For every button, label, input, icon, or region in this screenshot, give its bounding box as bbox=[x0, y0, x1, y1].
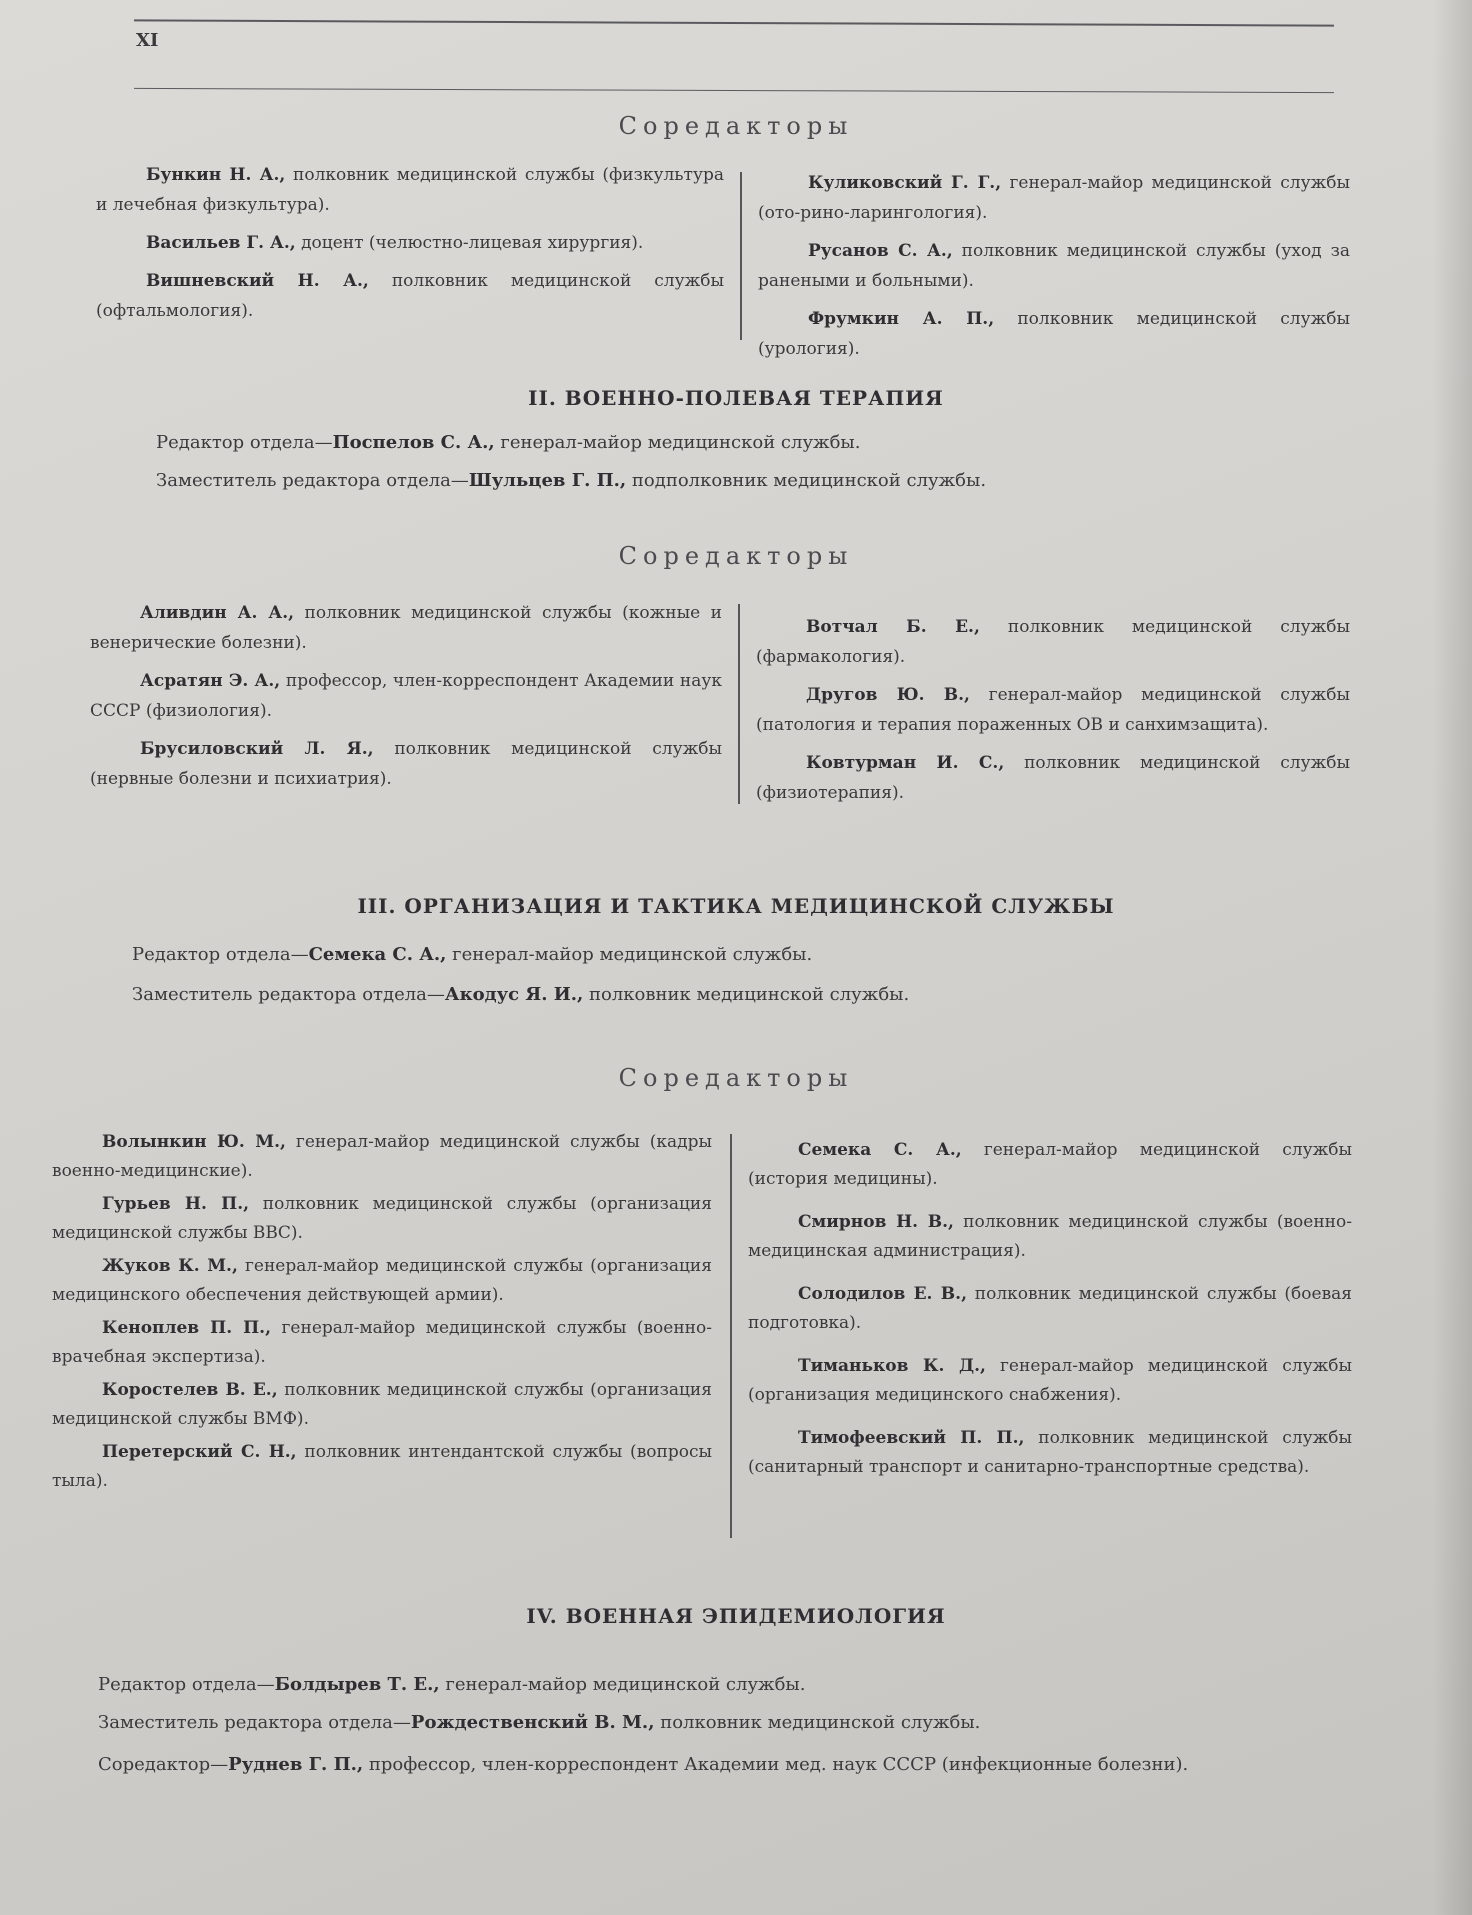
coeditor-entry bbox=[756, 680, 1350, 740]
coeditor-entry bbox=[748, 1352, 1352, 1410]
coeditor-entry bbox=[96, 228, 724, 258]
header-rule bbox=[134, 88, 1334, 93]
coeditor-entry bbox=[96, 160, 724, 220]
coeditor-name: Семека С. А., bbox=[798, 1140, 962, 1160]
coeditor-name: Кеноплев П. П., bbox=[102, 1318, 272, 1338]
coeditor-details: полковник медицинской службы (организация медицинской службы ВВС). bbox=[52, 1194, 712, 1243]
coeditor-entry bbox=[90, 666, 722, 726]
editor-name: Болдырев Т. Е., bbox=[274, 1674, 440, 1695]
coeditor-details: полковник медицинской службы (кожные и венерические болезни). bbox=[90, 603, 722, 653]
coeditor-name: Русанов С. А., bbox=[808, 241, 953, 261]
section-deputy-line: Заместитель редактора отдела—Шульцев Г. П., подполковник медицинской службы. bbox=[156, 470, 987, 491]
coeditor-entry bbox=[758, 168, 1350, 228]
coeditor-details: полковник медицинской службы (боевая подготовка). bbox=[748, 1284, 1352, 1333]
coeditors-left-column bbox=[90, 598, 722, 802]
coeditor-details: генерал-майор медицинской службы (патология и терапия пораженных ОВ и санхимзащита). bbox=[756, 685, 1350, 735]
page-folio: XI bbox=[136, 30, 159, 51]
coeditor-name: Бункин Н. А., bbox=[146, 165, 286, 185]
coeditor-name: Брусиловский Л. Я., bbox=[140, 739, 374, 759]
coeditor-name: Гурьев Н. П., bbox=[102, 1194, 250, 1214]
coeditor-name: Васильев Г. А., bbox=[146, 233, 296, 253]
coeditor-name: Вишневский Н. А., bbox=[146, 271, 369, 291]
coeditor-entry bbox=[52, 1190, 712, 1248]
coeditor-entry bbox=[748, 1424, 1352, 1482]
coeditors-heading: Соредакторы bbox=[618, 112, 854, 140]
coeditor-details: полковник медицинской службы (фармакология). bbox=[756, 617, 1351, 667]
coeditor-name: Смирнов Н. В., bbox=[798, 1212, 954, 1232]
coeditor-name: Тимофеевский П. П., bbox=[798, 1428, 1025, 1448]
coeditor-details: полковник медицинской службы (физиотерапия). bbox=[756, 753, 1350, 803]
section-title: IV. ВОЕННАЯ ЭПИДЕМИОЛОГИЯ bbox=[526, 1604, 946, 1628]
coeditor-entry bbox=[748, 1136, 1352, 1194]
section-editor-line: Редактор отдела—Поспелов С. А., генерал-майор медицинской службы. bbox=[156, 432, 861, 453]
coeditor-entry bbox=[748, 1280, 1352, 1338]
coeditor-details: полковник медицинской службы (уход за ранеными и больными). bbox=[758, 241, 1351, 291]
coeditor-details: полковник медицинской службы (урология). bbox=[758, 309, 1350, 359]
coeditors-heading: Соредакторы bbox=[618, 1064, 854, 1092]
coeditor-details: доцент (челюстно-лицевая хирургия). bbox=[295, 233, 644, 253]
coeditors-right-column bbox=[758, 168, 1350, 372]
coeditor-name: Фрумкин А. П., bbox=[808, 309, 995, 329]
coeditor-entry bbox=[748, 1208, 1352, 1266]
coeditor-details: генерал-майор медицинской службы (организация медицинского снабжения). bbox=[748, 1356, 1352, 1405]
coeditors-left-column bbox=[52, 1128, 712, 1500]
coeditor-details: генерал-майор медицинской службы (военно-врачебная экспертиза). bbox=[52, 1318, 712, 1367]
coeditor-name: Перетерский С. Н., bbox=[102, 1442, 297, 1462]
coeditor-name: Волынкин Ю. М., bbox=[102, 1132, 286, 1152]
coeditor-details: генерал-майор медицинской службы (кадры военно-медицинские). bbox=[52, 1132, 712, 1181]
coeditor-name: Вотчал Б. Е., bbox=[806, 617, 980, 637]
editor-name: Поспелов С. А., bbox=[332, 432, 495, 453]
coeditor-entry bbox=[756, 612, 1350, 672]
coeditor-entry bbox=[90, 598, 722, 658]
deputy-name: Рождественский В. М., bbox=[410, 1712, 655, 1733]
coeditor-name: Жуков К. М., bbox=[102, 1256, 238, 1276]
coeditor-name: Тиманьков К. Д., bbox=[798, 1356, 986, 1376]
section-deputy-line: Заместитель редактора отдела—Рождественский В. М., полковник медицинской службы. bbox=[98, 1712, 981, 1733]
coeditor-entry bbox=[758, 304, 1350, 364]
coeditor-name: Аливдин А. А., bbox=[140, 603, 295, 623]
section-title: III. ОРГАНИЗАЦИЯ И ТАКТИКА МЕДИЦИНСКОЙ СЛУЖБЫ bbox=[357, 894, 1115, 918]
coeditor-details: генерал-майор медицинской службы (организация медицинского обеспечения действующей армии). bbox=[52, 1256, 712, 1305]
top-rule bbox=[134, 19, 1334, 26]
coeditor-entry bbox=[52, 1314, 712, 1372]
coeditor-details: полковник медицинской службы (нервные болезни и психиатрия). bbox=[90, 739, 723, 789]
section-editor-line: Редактор отдела—Болдырев Т. Е., генерал-майор медицинской службы. bbox=[98, 1674, 806, 1695]
coeditors-left-column bbox=[96, 160, 724, 334]
coeditor-entry bbox=[756, 748, 1350, 808]
section-coeditor-line: Соредактор—Руднев Г. П., профессор, член-корреспондент Академии мед. наук СССР (инфекционные болезни). bbox=[98, 1754, 1189, 1775]
coeditor-entry bbox=[758, 236, 1350, 296]
section-title: II. ВОЕННО-ПОЛЕВАЯ ТЕРАПИЯ bbox=[528, 386, 944, 410]
coeditor-name: Куликовский Г. Г., bbox=[808, 173, 1002, 193]
coeditor-details: полковник медицинской службы (организация медицинской службы ВМФ). bbox=[52, 1380, 712, 1429]
coeditor-name: Асратян Э. А., bbox=[140, 671, 281, 691]
coeditor-entry bbox=[52, 1376, 712, 1434]
coeditor-entry bbox=[90, 734, 722, 794]
coeditor-details: полковник интендантской службы (вопросы тыла). bbox=[52, 1442, 712, 1491]
column-divider bbox=[730, 1134, 732, 1538]
coeditor-details: полковник медицинской службы (офтальмология). bbox=[96, 271, 725, 321]
coeditor-details: генерал-майор медицинской службы (история медицины). bbox=[748, 1140, 1352, 1189]
coeditor-entry bbox=[52, 1128, 712, 1186]
deputy-name: Шульцев Г. П., bbox=[468, 470, 627, 491]
coeditor-entry bbox=[96, 266, 724, 326]
coeditor-name: Ковтурман И. С., bbox=[806, 753, 1005, 773]
section-deputy-line: Заместитель редактора отдела—Акодус Я. И., полковник медицинской службы. bbox=[132, 984, 910, 1005]
section-editor-line: Редактор отдела—Семека С. А., генерал-майор медицинской службы. bbox=[132, 944, 813, 965]
coeditors-heading: Соредакторы bbox=[618, 542, 854, 570]
coeditor-details: профессор, член-корреспондент Академии наук СССР (физиология). bbox=[90, 671, 722, 721]
coeditor-details: полковник медицинской службы (санитарный транспорт и санитарно-транспортные средства). bbox=[748, 1428, 1353, 1477]
coeditor-name: Коростелев В. Е., bbox=[102, 1380, 278, 1400]
column-divider bbox=[738, 604, 740, 804]
coeditors-right-column bbox=[756, 612, 1350, 816]
coeditor-details: полковник медицинской службы (военно-медицинская администрация). bbox=[748, 1212, 1352, 1261]
coeditor-name: Руднев Г. П., bbox=[228, 1754, 364, 1775]
column-divider bbox=[740, 172, 742, 340]
coeditor-details: генерал-майор медицинской службы (ото-рино-ларингология). bbox=[758, 173, 1350, 223]
coeditor-entry bbox=[52, 1438, 712, 1496]
coeditor-name: Солодилов Е. В., bbox=[798, 1284, 967, 1304]
coeditor-name: Другов Ю. В., bbox=[806, 685, 970, 705]
coeditors-right-column bbox=[748, 1136, 1352, 1496]
editor-name: Семека С. А., bbox=[308, 944, 447, 965]
deputy-name: Акодус Я. И., bbox=[444, 984, 584, 1005]
coeditor-entry bbox=[52, 1252, 712, 1310]
coeditor-details: полковник медицинской службы (физкультура и лечебная физкультура). bbox=[96, 165, 724, 215]
